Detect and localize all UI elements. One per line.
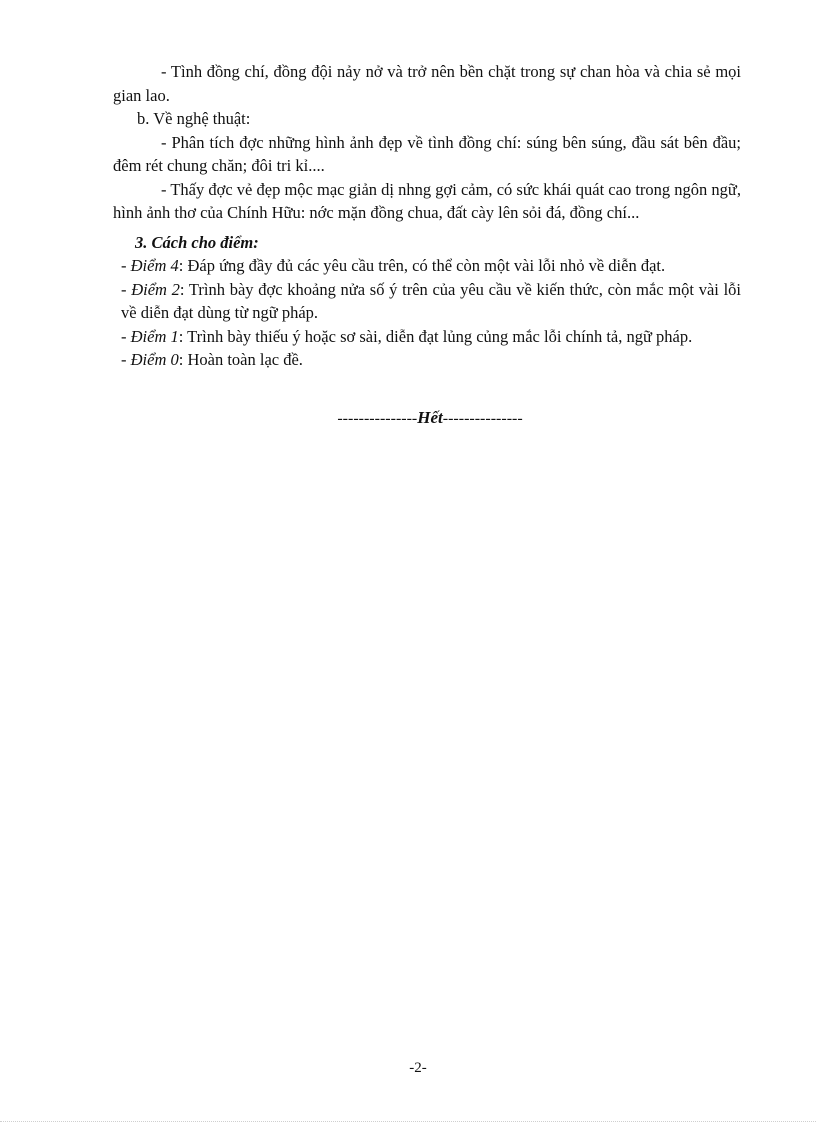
subheading-art: b. Về nghệ thuật:	[137, 109, 251, 128]
criterion-text: : Hoàn toàn lạc đề.	[178, 350, 303, 369]
end-word: Hết	[417, 408, 443, 427]
section-heading-scoring: 3. Cách cho điểm:	[135, 232, 259, 252]
page-number: -2-	[409, 1060, 427, 1076]
paragraph-beauty: - Thấy đợc vẻ đẹp mộc mạc giản dị nhng gợi cảm, có sức khái quát cao trong ngôn ngữ, hình ảnh thơ của Chính Hữu: nớc mặn đồng chua, đất cày lên sỏi đá, đồng chí...	[113, 179, 741, 222]
paragraph-analysis: - Phân tích đợc những hình ảnh đẹp về tình đồng chí: súng bên súng, đầu sát bên đầu; đêm rét chung chăn; đôi tri kỉ....	[113, 132, 741, 175]
criterion-prefix: -	[121, 350, 131, 369]
paragraph-comradeship: - Tình đồng chí, đồng đội nảy nở và trở nên bền chặt trong sự chan hòa và chia sẻ mọi gian lao.	[113, 62, 741, 105]
criterion-label: Điểm 2	[131, 279, 180, 299]
criterion-label: Điểm 4	[130, 256, 179, 275]
criterion-prefix: -	[121, 326, 131, 346]
criterion-score-4	[113, 254, 741, 278]
criterion-score-1	[113, 325, 741, 349]
criterion-text: : Trình bày đợc khoảng nửa số ý trên của yêu cầu về kiến thức, còn mắc một vài lỗi về diễn đạt dùng từ ngữ pháp.	[121, 279, 741, 322]
end-marker	[22, 408, 816, 428]
criterion-text: : Trình bày thiếu ý hoặc sơ sài, diễn đạt lủng củng mắc lỗi chính tả, ngữ pháp.	[178, 326, 693, 346]
end-dashes-left: ---------------	[337, 410, 418, 427]
page-bottom-divider	[0, 1121, 816, 1122]
criterion-label: Điểm 0	[130, 350, 179, 369]
criterion-text: : Đáp ứng đầy đủ các yêu cầu trên, có thể còn một vài lỗi nhỏ về diễn đạt.	[178, 256, 666, 275]
end-dashes-right: ---------------	[442, 410, 523, 427]
criterion-prefix: -	[121, 256, 131, 275]
criterion-score-0	[113, 348, 741, 372]
criterion-score-2	[113, 278, 741, 325]
criterion-label: Điểm 1	[130, 326, 179, 346]
document-body	[113, 60, 741, 372]
criterion-prefix: -	[121, 279, 132, 299]
